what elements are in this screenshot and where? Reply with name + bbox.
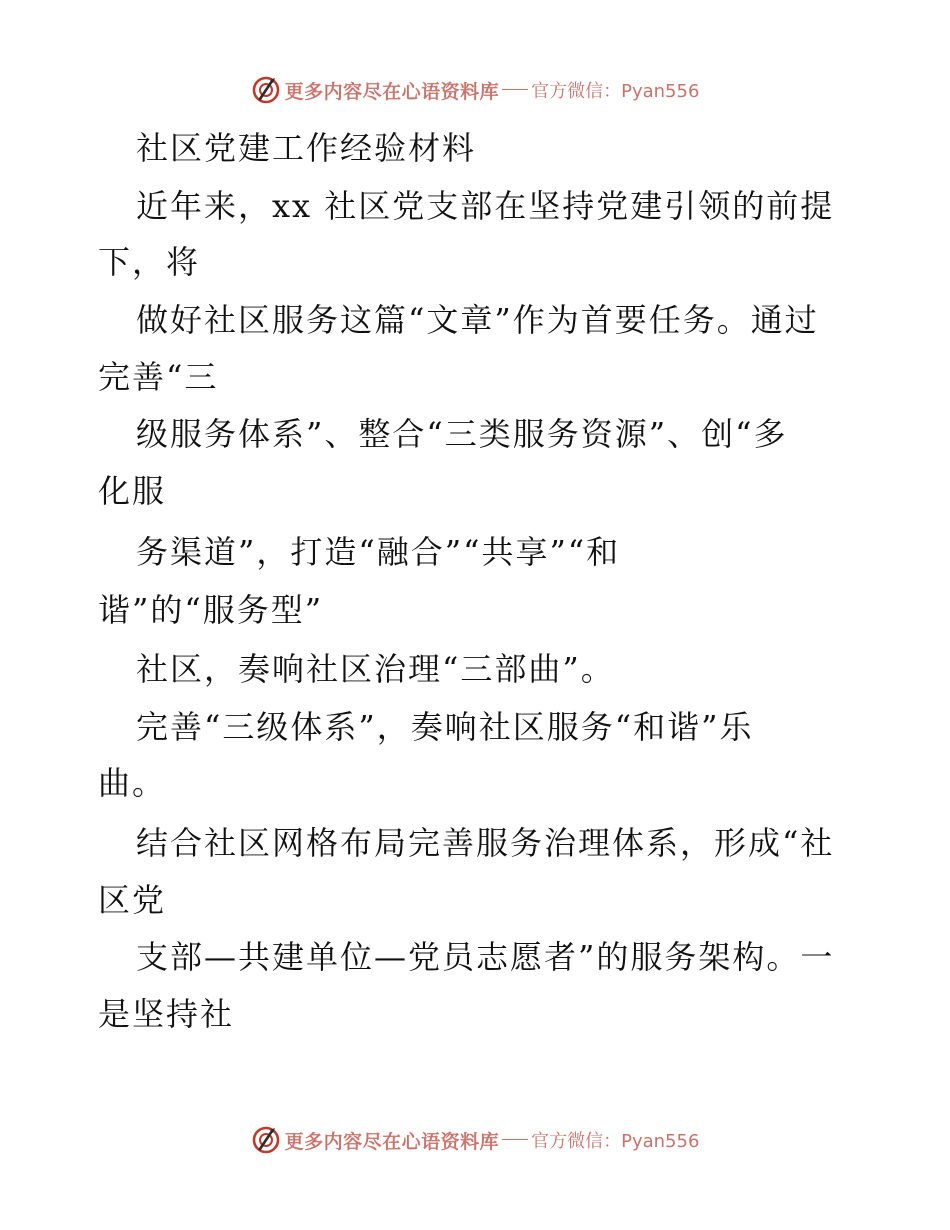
paragraph-line: 下，将 [98, 243, 201, 281]
banner-main-text: 更多内容尽在心语资料库 [284, 1130, 500, 1153]
paragraph-line: 曲。 [98, 764, 167, 802]
paragraph-line: 级服务体系”、整合“三类服务资源”、创“多 [136, 415, 788, 453]
paragraph-line: 完善“三级体系”，奏响社区服务“和谐”乐 [136, 708, 754, 746]
brand-logo-icon [251, 1125, 281, 1155]
paragraph-line: 化服 [98, 472, 167, 510]
paragraph-line: 区党 [98, 881, 167, 919]
paragraph-line: 做好社区服务这篇“文章”作为首要任务。通过 [136, 301, 819, 339]
paragraph-line: 务渠道”，打造“融合”“共享”“和 [136, 533, 621, 571]
paragraph-line: 社区，奏响社区治理“三部曲”。 [136, 650, 615, 688]
paragraph-line: 近年来，xx 社区党支部在坚持党建引领的前提 [136, 187, 835, 225]
banner-wechat-text: 官方微信：Pyan556 [531, 81, 700, 102]
paragraph-line: 支部—共建单位—党员志愿者”的服务架构。一 [136, 938, 835, 976]
brand-logo-icon [251, 75, 281, 105]
banner-main-text: 更多内容尽在心语资料库 [284, 80, 500, 103]
paragraph-line: 结合社区网格布局完善服务治理体系，形成“社 [136, 824, 835, 862]
document-title: 社区党建工作经验材料 [136, 129, 477, 167]
paragraph-line: 完善“三 [98, 358, 219, 396]
banner-dash [502, 1139, 528, 1140]
header-watermark-banner [0, 70, 950, 110]
paragraph-line: 是坚持社 [98, 995, 235, 1033]
banner-wechat-text: 官方微信：Pyan556 [531, 1131, 700, 1152]
footer-watermark-banner [0, 1120, 950, 1160]
banner-dash [502, 89, 528, 90]
paragraph-line: 谐”的“服务型” [98, 591, 324, 629]
